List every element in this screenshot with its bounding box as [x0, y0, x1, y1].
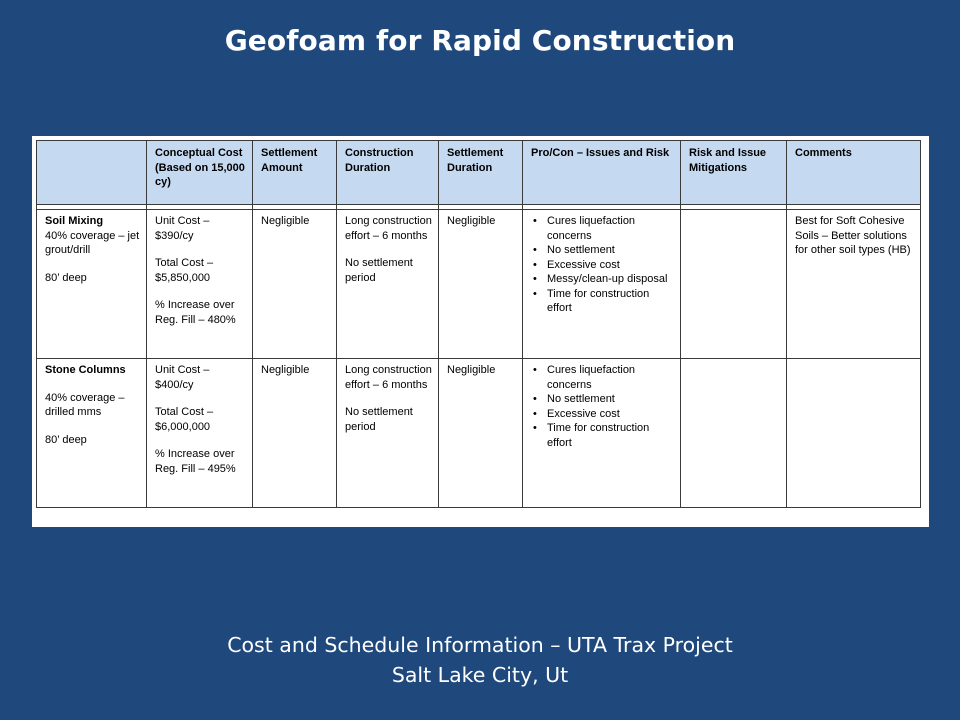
pro-con-list [531, 363, 674, 450]
settlement-duration-cell: Negligible [439, 210, 523, 359]
header-pro-con: Pro/Con – Issues and Risk [523, 141, 681, 205]
construction-duration: Long construction effort – 6 months [345, 215, 432, 242]
construction-note: No settlement period [345, 406, 413, 433]
method-detail: 40% coverage – drilled mms [45, 391, 125, 418]
list-item: • Cures liquefaction concerns [543, 363, 674, 392]
header-settlement-duration: Settlement Duration [439, 141, 523, 205]
comparison-table-image [32, 136, 929, 527]
slide-caption [0, 630, 960, 690]
method-detail: 80’ deep [45, 433, 87, 446]
method-detail: 40% coverage – jet grout/drill [45, 229, 140, 256]
settlement-amount-cell: Negligible [253, 210, 337, 359]
construction-duration-cell [337, 210, 439, 359]
list-item: • No settlement [543, 243, 674, 258]
mitigations-cell [681, 359, 787, 508]
list-item: • Excessive cost [543, 258, 674, 273]
pro-con-cell [523, 359, 681, 508]
header-conceptual-cost: Conceptual Cost (Based on 15,000 cy) [147, 141, 253, 205]
list-item: • Excessive cost [543, 407, 674, 422]
caption-line-2: Salt Lake City, Ut [391, 663, 569, 687]
header-comments: Comments [787, 141, 921, 205]
percent-increase: % Increase over Reg. Fill – 480% [155, 299, 236, 326]
header-mitigations: Risk and Issue Mitigations [681, 141, 787, 205]
list-item: • Time for construction effort [543, 421, 674, 450]
mitigations-cell [681, 210, 787, 359]
method-detail: 80’ deep [45, 271, 87, 284]
construction-note: No settlement period [345, 257, 413, 284]
caption-line-1: Cost and Schedule Information – UTA Trax Project [227, 633, 733, 657]
cost-cell [147, 359, 253, 508]
pro-con-cell [523, 210, 681, 359]
method-cell [37, 359, 147, 508]
header-construction-duration: Construction Duration [337, 141, 439, 205]
list-item: • No settlement [543, 392, 674, 407]
comparison-table [36, 140, 921, 508]
method-name: Soil Mixing [45, 215, 104, 227]
settlement-amount-cell: Negligible [253, 359, 337, 508]
construction-duration: Long construction effort – 6 months [345, 364, 432, 391]
header-settlement-amount: Settlement Amount [253, 141, 337, 205]
total-cost: Total Cost – $6,000,000 [155, 406, 214, 433]
table-row [37, 359, 921, 508]
unit-cost: Unit Cost – $400/cy [155, 364, 210, 391]
header-method [37, 141, 147, 205]
cost-cell [147, 210, 253, 359]
list-item: • Time for construction effort [543, 287, 674, 316]
construction-duration-cell [337, 359, 439, 508]
settlement-duration-cell: Negligible [439, 359, 523, 508]
slide-title: Geofoam for Rapid Construction [224, 24, 736, 57]
comments-cell [787, 359, 921, 508]
pro-con-list [531, 214, 674, 316]
list-item: • Cures liquefaction concerns [543, 214, 674, 243]
unit-cost: Unit Cost – $390/cy [155, 215, 210, 242]
method-name: Stone Columns [45, 364, 126, 376]
table-row [37, 210, 921, 359]
table-header-row [37, 141, 921, 205]
total-cost: Total Cost – $5,850,000 [155, 257, 214, 284]
percent-increase: % Increase over Reg. Fill – 495% [155, 448, 236, 475]
list-item: • Messy/clean-up disposal [543, 272, 674, 287]
comments-cell: Best for Soft Cohesive Soils – Better solutions for other soil types (HB) [787, 210, 921, 359]
method-cell [37, 210, 147, 359]
